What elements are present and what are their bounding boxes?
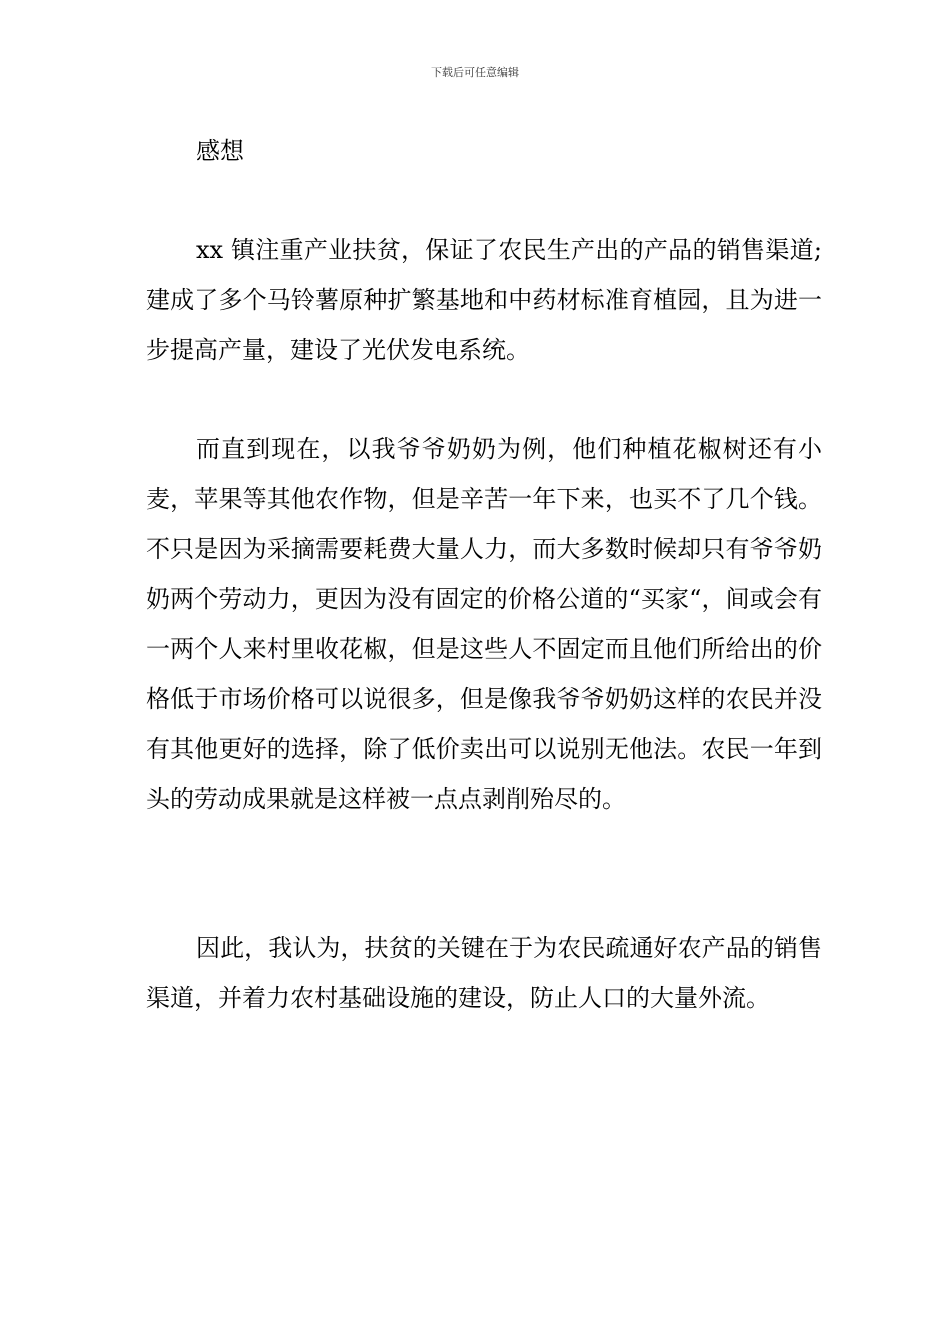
paragraph-1: xx 镇注重产业扶贫，保证了农民生产出的产品的销售渠道;建成了多个马铃薯原种扩繁基地和中药材标准育植园，且为进一步提高产量，建设了光伏发电系统。 [146, 236, 822, 364]
document-title: 感想 [196, 137, 244, 165]
paragraph-2: 而直到现在，以我爷爷奶奶为例，他们种植花椒树还有小麦，苹果等其他农作物，但是辛苦一年下来，也买不了几个钱。不只是因为采摘需要耗费大量人力，而大多数时候却只有爷爷奶奶两个劳动力，更因为没有固定的价格公道的“买家“，间或会有一两个人来村里收花椒，但是这些人不固定而且他们所给出的价格低于市场价格可以说很多，但是像我爷爷奶奶这样的农民并没有其他更好的选择，除了低价卖出可以说别无他法。农民一年到头的劳动成果就是这样被一点点剥削殆尽的。 [146, 435, 822, 813]
header-note: 下载后可任意编辑 [431, 66, 519, 79]
paragraph-3: 因此，我认为，扶贫的关键在于为农民疏通好农产品的销售渠道，并着力农村基础设施的建设，防止人口的大量外流。 [146, 934, 822, 1012]
